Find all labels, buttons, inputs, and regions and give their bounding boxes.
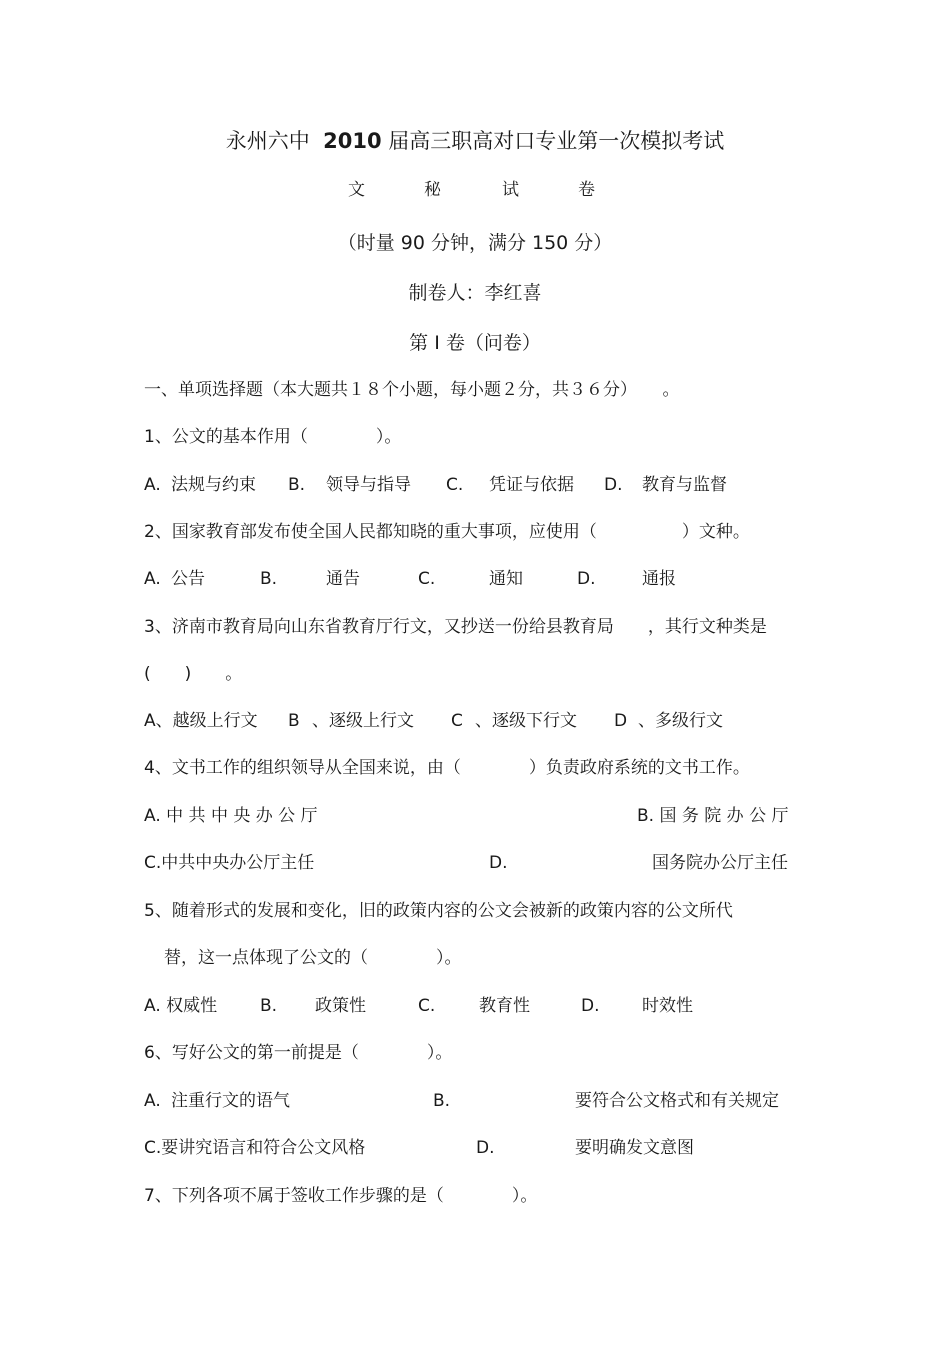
option-text: 、逐级上行文 (312, 711, 414, 731)
option-text: 时效性 (642, 996, 693, 1016)
question-stem: 1、公文的基本作用（ ）。 (144, 427, 402, 447)
option-text: A、越级上行文 (144, 711, 258, 731)
question-stem: 5、随着形式的发展和变化，旧的政策内容的公文会被新的政策内容的公文所代 (144, 901, 733, 921)
option-label: C (451, 711, 463, 731)
option-text: 教育与监督 (642, 475, 727, 495)
option-label: B (288, 711, 300, 731)
title-rest: 届高三职高对口专业第一次模拟考试 (388, 129, 725, 153)
option-text: 领导与指导 (326, 475, 411, 495)
exam-time-info: （时量 90 分钟，满分 150 分） (337, 232, 613, 254)
subtitle-char-1: 文 (348, 180, 367, 200)
option-text: A. 权威性 (144, 996, 218, 1016)
subtitle-char-2: 秘 (424, 180, 443, 200)
question-stem-continued: ( ) 。 (144, 664, 243, 684)
option-label: A. (144, 1091, 161, 1111)
option-text: 国务院办公厅主任 (652, 853, 788, 873)
option-label: D. (577, 569, 596, 589)
exam-volume: 第 I 卷（问卷） (409, 332, 541, 354)
option-label: A. (144, 569, 161, 589)
option-text: B. 国 务 院 办 公 厅 (637, 806, 789, 826)
question-stem: 6、写好公文的第一前提是（ ）。 (144, 1043, 453, 1063)
option-label: C. (446, 475, 464, 495)
option-text: 、多级行文 (638, 711, 723, 731)
exam-title (0, 128, 950, 154)
option-label: B. (260, 569, 278, 589)
option-label: B. (433, 1091, 451, 1111)
option-label: B. (288, 475, 306, 495)
subtitle-char-4: 卷 (578, 180, 597, 200)
question-stem-continued: 替，这一点体现了公文的（ ）。 (164, 948, 462, 968)
question-stem: 4、文书工作的组织领导从全国来说，由（ ）负责政府系统的文书工作。 (144, 758, 750, 778)
option-text: 通知 (489, 569, 523, 589)
option-label: D. (489, 853, 508, 873)
option-text: 法规与约束 (171, 475, 256, 495)
option-text: 通报 (642, 569, 676, 589)
option-text: C.中共中央办公厅主任 (144, 853, 315, 873)
option-text: C.要讲究语言和符合公文风格 (144, 1138, 366, 1158)
option-label: D. (476, 1138, 495, 1158)
subtitle-char-3: 试 (502, 180, 521, 200)
option-label: D. (604, 475, 623, 495)
option-text: 政策性 (315, 996, 366, 1016)
option-label: A. (144, 475, 161, 495)
question-stem: 2、国家教育部发布使全国人民都知晓的重大事项，应使用（ ）文种。 (144, 522, 750, 542)
option-text: 要明确发文意图 (575, 1138, 694, 1158)
title-year: 2010 (323, 129, 382, 153)
option-text: A. 中 共 中 央 办 公 厅 (144, 806, 318, 826)
option-label: D. (581, 996, 600, 1016)
section-heading: 一、单项选择题（本大题共１８个小题，每小题２分，共３６分） 。 (144, 380, 680, 400)
option-text: 教育性 (479, 996, 530, 1016)
option-label: D (614, 711, 628, 731)
title-school: 永州六中 (225, 129, 310, 153)
option-label: C. (418, 996, 436, 1016)
exam-author: 制卷人：李红喜 (408, 282, 542, 304)
option-label: B. (260, 996, 278, 1016)
question-stem: 3、济南市教育局向山东省教育厅行文，又抄送一份给县教育局 ，其行文种类是 (144, 617, 767, 637)
option-text: 凭证与依据 (489, 475, 574, 495)
question-stem: 7、下列各项不属于签收工作步骤的是（ ）。 (144, 1186, 538, 1206)
option-label: C. (418, 569, 436, 589)
option-text: 公告 (171, 569, 205, 589)
option-text: 通告 (326, 569, 360, 589)
option-text: 、逐级下行文 (475, 711, 577, 731)
option-text: 注重行文的语气 (171, 1091, 290, 1111)
option-text: 要符合公文格式和有关规定 (575, 1091, 779, 1111)
